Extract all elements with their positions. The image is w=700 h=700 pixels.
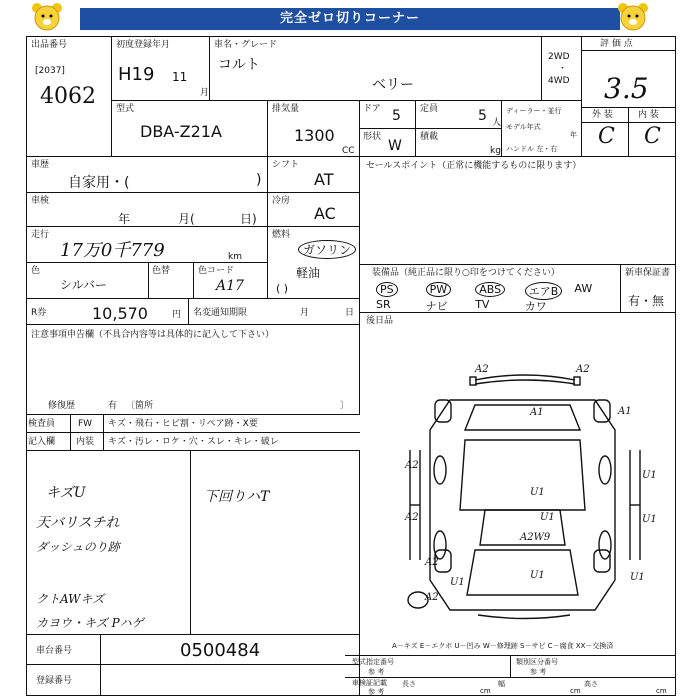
damage-mark: A2 <box>405 512 419 523</box>
height-unit: cm <box>656 687 667 695</box>
notice-day: 日 <box>345 308 355 318</box>
reg-month: 11 <box>172 70 188 84</box>
form-label: 型式指定番号 <box>352 658 394 666</box>
ext-label: 外 装 <box>592 110 613 120</box>
score-label: 評 価 点 <box>600 39 633 49</box>
chassis-label: 車台番号 <box>36 646 73 656</box>
equip-row-2 <box>372 297 620 313</box>
width-unit: cm <box>570 687 581 695</box>
capacity-unit: 人 <box>492 118 502 128</box>
note-4: クトAWキズ <box>36 592 105 606</box>
notes-divider <box>190 451 191 635</box>
recycle-label: R券 <box>31 308 47 318</box>
warranty-label: 新車保証書 <box>625 268 671 278</box>
shift-value: AT <box>314 170 334 189</box>
back-label: 後日品 <box>366 316 394 326</box>
interior-label: 内装 <box>76 437 95 447</box>
drive-2wd: 2WD <box>548 52 570 62</box>
color-code: A17 <box>216 278 244 294</box>
equip-label: 装備品（純正品に限り○印をつけてください） <box>372 268 560 278</box>
car-diagram <box>380 360 670 625</box>
equip-item-4: AW <box>574 282 593 295</box>
note-5: カヨウ・キズ Pハゲ <box>36 616 144 630</box>
damage-mark: A1 <box>530 407 544 418</box>
shaken-label: 車検 <box>31 196 50 206</box>
fuel-gas: ガソリン <box>298 240 356 259</box>
damage-mark: U1 <box>642 514 657 525</box>
shaken-box <box>27 193 268 227</box>
notice-label: 名変通知期限 <box>193 308 248 318</box>
note-2: 天バリスチれ <box>36 515 120 531</box>
repair-close: 〕 <box>340 401 350 411</box>
notice-month: 月 <box>300 308 310 318</box>
note-right: 下回りハT <box>204 489 270 505</box>
equip-item-0: PS <box>376 282 398 297</box>
legend: A－キズ E－エクボ U－凹み W－修理跡 S－サビ C－腐食 XX－交換済 <box>392 642 614 650</box>
score-value: 3.5 <box>604 72 649 105</box>
equip-item-3: エアB <box>525 282 563 300</box>
handle-label: ハンドル 左・右 <box>506 145 558 153</box>
car-name-label: 車名・グレード <box>214 40 278 50</box>
dims-ref: 参 考 <box>368 688 385 696</box>
damage-mark: A2 <box>405 460 419 471</box>
lot-sub: [2037] <box>35 66 65 76</box>
color-change-label: 色替 <box>152 266 171 276</box>
damage-mark: U1 <box>450 577 465 588</box>
shape-label: 形状 <box>363 132 382 142</box>
shape-value: W <box>388 138 402 154</box>
interior-text: キズ・汚レ・ロケ・穴・スレ・キレ・破レ <box>108 437 279 447</box>
displacement-label: 排気量 <box>272 104 300 114</box>
sales-box <box>360 157 675 265</box>
color-code-label: 色コード <box>198 266 235 276</box>
damage-mark: A2 <box>576 364 590 375</box>
repair-place: 〔箇所 <box>126 401 154 411</box>
shaken-year: 年 <box>118 212 131 226</box>
repair-label: 修復歴 <box>48 401 76 411</box>
int-score: C <box>644 124 661 149</box>
door-value: 5 <box>392 108 401 124</box>
payload-label: 積載 <box>420 132 439 142</box>
length-unit: cm <box>480 687 491 695</box>
cc-unit: CC <box>342 146 355 156</box>
damage-mark: A2 <box>425 557 439 568</box>
equip-sub-0: SR <box>376 298 391 311</box>
history-value: 自家用・( <box>68 175 130 191</box>
first-reg-label: 初度登録年月 <box>116 40 171 50</box>
era-year: H19 <box>118 64 155 85</box>
equip-item-1: PW <box>426 282 452 297</box>
model-year-label: モデル年式 <box>506 123 541 131</box>
damage-mark: U1 <box>630 572 645 583</box>
shaken-month: 月( <box>178 212 195 226</box>
class-ref: 参 考 <box>530 668 547 676</box>
color-label: 色 <box>31 266 41 276</box>
model-label: 型式 <box>116 104 135 114</box>
entry-label: 記入欄 <box>28 437 56 447</box>
damage-mark: U1 <box>642 470 657 481</box>
recycle-value: 10,570 <box>92 304 148 323</box>
equip-item-2: ABS <box>475 282 505 297</box>
yen-unit: 円 <box>172 310 182 320</box>
model-value: DBA-Z21A <box>140 122 222 141</box>
color-value: シルバー <box>60 278 107 292</box>
caution-label: 注意事項申告欄（不具合内容等は具体的に記入して下さい） <box>31 330 275 340</box>
fuel-diesel: 軽油 <box>296 266 321 280</box>
sales-label: セールスポイント（正常に機能するものに限ります） <box>366 161 582 171</box>
dealer-label: ディーラー・並行 <box>506 107 562 115</box>
note-1: キズU <box>46 485 86 501</box>
reg-label: 登録番号 <box>36 676 73 686</box>
equip-row-1 <box>372 281 620 297</box>
class-label: 類別区分番号 <box>516 658 558 666</box>
chassis-no: 0500484 <box>180 640 261 661</box>
lot-number: 4062 <box>40 84 96 109</box>
damage-mark: A1 <box>618 406 632 417</box>
dims-label: 車検証記載 <box>352 679 387 687</box>
inspector-label: 検査員 <box>28 419 56 429</box>
score-divider <box>628 107 629 157</box>
history-close: ) <box>256 172 262 188</box>
damage-mark: U1 <box>530 487 545 498</box>
door-label: ドア <box>363 104 381 114</box>
equip-sub-3: カワ <box>524 300 547 313</box>
damage-mark: U1 <box>540 512 555 523</box>
dims-row <box>345 677 675 695</box>
shaken-day: 日) <box>240 212 257 226</box>
height-label: 高さ <box>584 680 598 688</box>
ext-score: C <box>598 124 615 149</box>
drive-4wd: 4WD <box>548 76 570 86</box>
km-unit: km <box>228 252 242 262</box>
fw-label: FW <box>78 419 93 429</box>
mascot-left <box>28 2 66 32</box>
fw-text: キズ・飛石・ヒビ割・リペア跡・X要 <box>108 419 258 429</box>
form-ref: 参 考 <box>368 668 385 676</box>
warranty-value: 有・無 <box>628 294 665 308</box>
car-name: コルト <box>218 57 260 73</box>
year-suffix: 年 <box>570 131 577 139</box>
capacity-value: 5 <box>478 108 487 124</box>
repair-value: 有 <box>108 401 118 411</box>
aircon-value: AC <box>314 204 336 223</box>
equip-sub-2: TV <box>475 298 490 311</box>
int-label: 内 装 <box>638 110 659 120</box>
length-label: 長さ <box>402 680 416 688</box>
shift-label: シフト <box>272 160 300 170</box>
damage-mark: A2 <box>425 592 439 603</box>
capacity-label: 定員 <box>420 104 439 114</box>
damage-mark: A2 <box>475 364 489 375</box>
fuel-paren: ( ) <box>276 282 289 295</box>
aircon-label: 冷房 <box>272 196 291 206</box>
page-title: 完全ゼロ切りコーナー <box>80 8 620 30</box>
history-box <box>27 157 268 193</box>
bottom-divider <box>510 655 511 677</box>
equip-sub-1: ナビ <box>425 300 448 313</box>
damage-mark: A2W9 <box>520 532 551 543</box>
width-label: 幅 <box>498 680 505 688</box>
damage-mark: U1 <box>530 570 545 581</box>
warranty-divider <box>620 265 621 313</box>
displacement-value: 1300 <box>294 126 335 145</box>
fuel-label: 燃料 <box>272 230 291 240</box>
mascot-right <box>614 2 652 32</box>
note-3: ダッシュのり跡 <box>36 540 120 554</box>
history-label: 車歴 <box>31 160 50 170</box>
grade: ベリー <box>372 77 414 93</box>
drive-dot: ・ <box>558 64 568 74</box>
month-unit: 月 <box>200 88 210 98</box>
kg-unit: kg <box>490 146 501 156</box>
lot-label: 出品番号 <box>31 40 68 50</box>
reg-row <box>27 665 360 695</box>
mileage-value: 17万0千779 <box>60 240 165 261</box>
mileage-label: 走行 <box>31 230 50 240</box>
